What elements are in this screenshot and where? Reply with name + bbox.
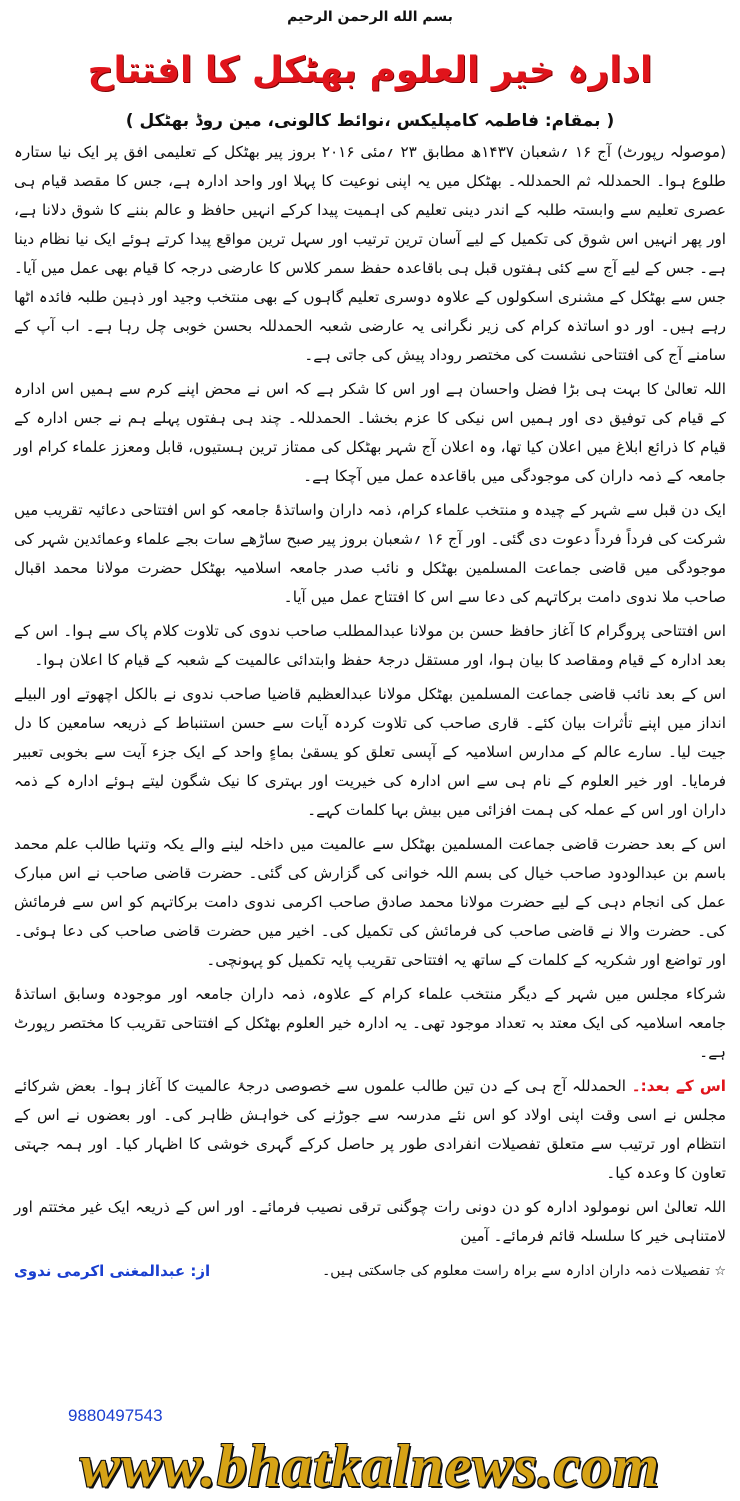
location-line: ( بمقام: فاطمہ کامپلیکس ،نوائط کالونی، مین روڈ بھٹکل ) bbox=[125, 111, 615, 131]
details-note bbox=[322, 1263, 726, 1279]
article-body bbox=[14, 138, 726, 1251]
details-note-text: تفصیلات ذمہ داران ادارہ سے براہ راست معلوم کی جاسکتی ہیں۔ bbox=[322, 1263, 710, 1279]
paragraph-8 bbox=[14, 1072, 726, 1188]
paragraph-4: اس افتتاحی پروگرام کا آغاز حافظ حسن بن مولانا عبدالمطلب صاحب ندوی کی تلاوت کلام پاک سے ہوا۔ اس کے بعد ادارہ کے قیام ومقاصد کا بیان ہوا، اور مستقل درجۂ حفظ وابتدائی عالمیت کے شعبہ کے قیام کا اعلان ہوا۔ bbox=[14, 622, 726, 669]
page-title: ادارہ خیر العلوم بھٹکل کا افتتاح bbox=[87, 50, 653, 91]
star-icon: ☆ bbox=[714, 1264, 726, 1279]
paragraph-9: اللہ تعالیٰ اس نومولود ادارہ کو دن دونی رات چوگنی ترقی نصیب فرمائے۔ اور اس کے ذریعہ ایک غیر مختتم اور لامتناہی خیر کا سلسلہ قائم فرمائے۔ آمین bbox=[14, 1198, 726, 1245]
bismillah: بسم الله الرحمن الرحیم bbox=[287, 9, 453, 25]
paragraph-2: اللہ تعالیٰ کا بہت ہی بڑا فضل واحسان ہے اور اس کا شکر ہے کہ اس نے محض اپنے کرم سے ہمیں اس ادارہ کے قیام کی توفیق دی اور ہمیں اس نیکی کا عزم بخشا۔ الحمدللہ۔ چند ہی ہفتوں پہلے ہم نے جس ادارہ کے قیام کا ذرائع ابلاغ میں اعلان کیا تھا، وہ اعلان آج شہر بھٹکل کی ممتاز ترین ہستیوں، قابل ومعزز علماء کرام اور جامعہ کے ذمہ داران کی موجودگی میں باقاعدہ عمل میں آچکا ہے۔ bbox=[14, 380, 726, 485]
site-banner-text: www.bhatkalnews.com bbox=[79, 1432, 661, 1499]
author-name: از: عبدالمغنی اکرمی ندوی bbox=[14, 1262, 211, 1280]
paragraph-1: (موصولہ رپورٹ) آج ۱۶ ؍شعبان ۱۴۳۷ھ مطابق ۲۳ ؍مئی ۲۰۱۶ بروز پیر بھٹکل کے تعلیمی افق پر ایک نیا ستارہ طلوع ہوا۔ الحمدللہ ثم الحمدللہ۔ بھٹکل میں یہ اپنی نوعیت کا پہلا اور واحد ادارہ ہے، جس کا مقصد قیام ہی عصری تعلیم سے وابستہ طلبہ کے اندر دینی تعلیم کی اہمیت پیدا کرکے انہیں حافظ و عالم بننے کا شوق دلانا ہے، اور پھر انہیں اس شوق کی تکمیل کے لیے آسان ترین ترتیب اور سہل ترین مواقع پیدا کرتے ہوئے ایک نیا نظام دینا ہے۔ جس کے لیے آج سے کئی ہفتوں قبل ہی باقاعدہ حفظ سمر کلاس کا عارضی درجہ کا قیام بھی عمل میں آیا۔ جس سے بھٹکل کے مشنری اسکولوں کے علاوہ دوسری تعلیم گاہوں کے بھی منتخب وجید اور ذہین طلبہ فائدہ اٹھا رہے ہیں۔ اور دو اساتذہ کرام کی زیر نگرانی یہ عارضی شعبہ الحمدللہ بحسن خوبی چل رہا ہے۔ اب آپ کے سامنے آج کی افتتاحی نشست کی مختصر روداد پیش کی جاتی ہے۔ bbox=[14, 143, 726, 364]
footer-row bbox=[14, 1256, 726, 1286]
paragraph-6: اس کے بعد حضرت قاضی جماعت المسلمین بھٹکل سے عالمیت میں داخلہ لینے والے یکہ وتنہا طالب علم محمد باسم بن عبدالودود صاحب خیال کی بسم اللہ خوانی کی گزارش کی گئی۔ حضرت قاضی صاحب نے اس مبارک عمل کی انجام دہی کے لیے حضرت مولانا محمد صادق صاحب اکرمی ندوی دامت برکاتہم کو اس سے فرمائش کی۔ حضرت والا نے قاضی صاحب کی فرمائش کی تکمیل کی۔ اخیر میں حضرت قاضی صاحب کی دعا ہوئی۔ اور تواضع اور شکریہ کے کلمات کے ساتھ یہ افتتاحی تقریب پایہ تکمیل کو پہونچی۔ bbox=[14, 835, 726, 969]
paragraph-8-text: الحمدللہ آج ہی کے دن تین طالب علموں سے خصوصی درجۂ عالمیت کا آغاز ہوا۔ بعض شرکائے مجلس نے اسی وقت اپنی اولاد کو اس نئے مدرسہ سے جوڑنے کی خواہش ظاہر کی۔ اور بعضوں نے اس کے انتظام اور ترتیب سے متعلق تفصیلات انفرادی طور پر حاصل کرکے گہری خوشی کا اظہار کیا۔ اور ہمہ جہتی تعاون کا وعدہ کیا۔ bbox=[14, 1077, 726, 1182]
phone-number: 9880497543 bbox=[68, 1406, 163, 1425]
paragraph-8-lead: اس کے بعد:۔ bbox=[631, 1077, 726, 1095]
paragraph-7: شرکاء مجلس میں شہر کے دیگر منتخب علماء کرام کے علاوہ، ذمہ داران جامعہ اور موجودہ وسابق اساتذۂ جامعہ اسلامیہ کی ایک معتد بہ تعداد موجود تھی۔ یہ ادارہ خیر العلوم بھٹکل کے افتتاحی تقریب کا مختصر رپورٹ ہے۔ bbox=[14, 985, 726, 1061]
site-banner bbox=[0, 1432, 740, 1500]
paragraph-5: اس کے بعد نائب قاضی جماعت المسلمین بھٹکل مولانا عبدالعظیم قاضیا صاحب ندوی نے بالکل اچھوتے اور البیلے انداز میں اپنے تأثرات بیان کئے۔ قاری صاحب کی تلاوت کردہ آیات سے حسن استنباط کے ذریعہ سامعین کا دل جیت لیا۔ سارے عالم کے مدارس اسلامیہ کے آپسی تعلق کو یسقیٰ بماءٍ واحد کے ایک جزء آیت سے بخوبی تعبیر فرمایا۔ اور خیر العلوم کے نام ہی سے اس ادارہ کی خیریت اور بہتری کا نیک شگون لیتے ہوئے ادارہ کے ذمہ داران اور اس کے عملہ کی ہمت افزائی میں بیش بہا کلمات کہے۔ bbox=[14, 685, 726, 819]
paragraph-3: ایک دن قبل سے شہر کے چیدہ و منتخب علماء کرام، ذمہ داران واساتذۂ جامعہ کو اس افتتاحی دعائیہ تقریب میں شرکت کی فرداً فرداً دعوت دی گئی۔ اور آج ۱۶ ؍شعبان بروز پیر صبح ساڑھے سات بجے علماء وعمائدین شہر کی موجودگی میں قاضی جماعت المسلمین بھٹکل و نائب صدر جامعہ اسلامیہ بھٹکل حضرت مولانا محمد اقبال صاحب ملا ندوی دامت برکاتہم کی دعا سے اس کا افتتاح عمل میں آیا۔ bbox=[14, 501, 726, 606]
